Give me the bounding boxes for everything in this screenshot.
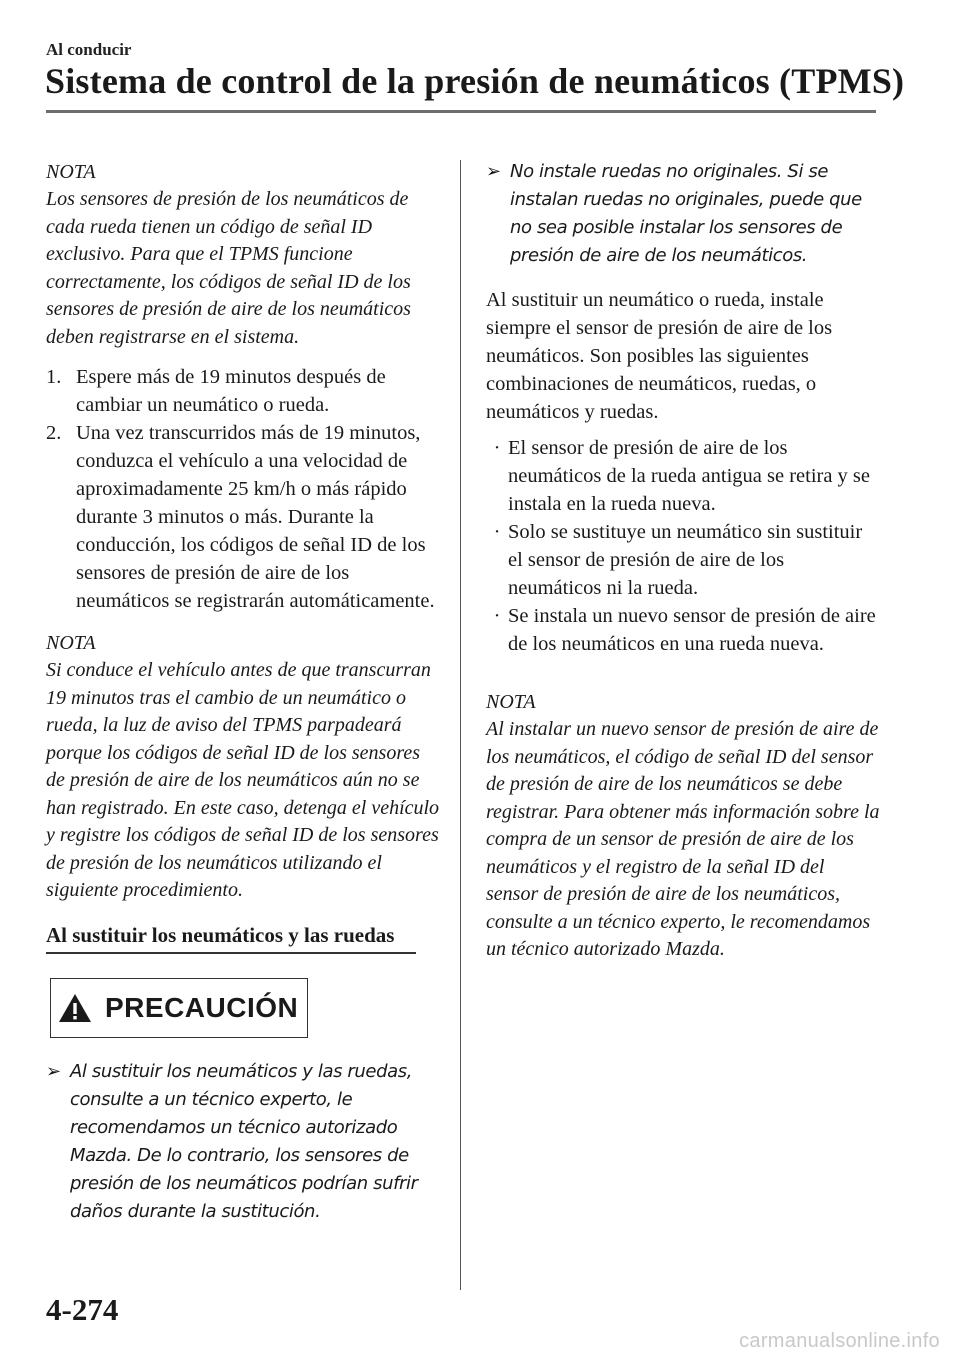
step-number: 2. xyxy=(46,422,62,444)
step-text: Una vez transcurridos más de 19 minutos, conduzca el vehículo a una velocidad de aproximadamente 25 km/h o más rápido durante 3 minutos o más. Durante la conducción, los códigos de señal ID de los sensores de presión de aire de los neumáticos se registrarán automáticamente. xyxy=(76,422,435,612)
left-column xyxy=(46,158,441,1226)
right-column xyxy=(486,158,880,964)
bullet-text: Solo se sustituye un neumático sin sustituir el sensor de presión de aire de los neumáticos ni la rueda. xyxy=(508,521,863,599)
bullet-dot: · xyxy=(493,437,501,459)
warning-triangle-icon xyxy=(57,992,93,1024)
note-text: Al instalar un nuevo sensor de presión de aire de los neumáticos, el código de señal ID del sensor de presión de aire de los neumáticos se debe registrar. Para obtener más información sobre la compra de un sensor de presión de aire de los neumáticos y el registro de la señal ID del sensor de presión de aire de los neumáticos, consulte a un técnico experto, le recomendamos un técnico autorizado Mazda. xyxy=(486,718,880,960)
column-divider xyxy=(460,160,461,1290)
arrow-right-icon: ➢ xyxy=(46,1060,62,1082)
paragraph: Al sustituir un neumático o rueda, instale siempre el sensor de presión de aire de los neumáticos. Son posibles las siguientes combinaciones de neumáticos, ruedas, o neumáticos y ruedas. xyxy=(486,289,833,423)
step-number: 1. xyxy=(46,366,62,388)
subheading: Al sustituir los neumáticos y las ruedas xyxy=(46,921,416,954)
note-label: NOTA xyxy=(46,161,96,183)
arrow-right-icon: ➢ xyxy=(486,161,502,182)
list-item xyxy=(46,363,441,419)
caution-text: No instale ruedas no originales. Si se instalan ruedas no originales, puede que no sea posible instalar los sensores de presión de aire de los neumáticos. xyxy=(510,161,862,266)
caution-item xyxy=(486,158,880,270)
step-text: Espere más de 19 minutos después de cambiar un neumático o rueda. xyxy=(76,366,386,416)
note-text: Si conduce el vehículo antes de que transcurran 19 minutos tras el cambio de un neumático o rueda, la luz de aviso del TPMS parpadeará porque los códigos de señal ID de los sensores de presión de aire de los neumáticos aún no se han registrado. En este caso, detenga el vehículo y registre los códigos de señal ID de los sensores de presión de los neumáticos utilizando el siguiente procedimiento. xyxy=(46,659,440,901)
list-item xyxy=(46,419,441,615)
caution-item xyxy=(46,1058,441,1226)
bullet-text: Se instala un nuevo sensor de presión de aire de los neumáticos en una rueda nueva. xyxy=(508,605,876,655)
steps-list xyxy=(46,363,441,615)
note-text: Los sensores de presión de los neumáticos de cada rueda tienen un código de señal ID exclusivo. Para que el TPMS funcione correctamente, los códigos de señal ID de los sensores de presión de aire de los neumáticos deben registrarse en el sistema. xyxy=(46,188,411,348)
watermark: carmanualsonline.info xyxy=(739,1330,940,1352)
bullet-dot: · xyxy=(493,521,501,543)
caution-box xyxy=(50,978,308,1038)
page-number: 4-274 xyxy=(46,1292,119,1327)
note-label: NOTA xyxy=(46,632,96,654)
title-rule xyxy=(46,110,876,113)
bullet-dot: · xyxy=(493,605,501,627)
caution-text: Al sustituir los neumáticos y las ruedas, consulte a un técnico experto, le recomendamos un técnico autorizado Mazda. De lo contrario, los sensores de presión de los neumáticos podrían sufrir daños durante la sustitución. xyxy=(70,1060,418,1222)
list-item xyxy=(486,434,880,518)
bullet-text: El sensor de presión de aire de los neumáticos de la rueda antigua se retira y se instala en la rueda nueva. xyxy=(508,437,871,515)
note-label: NOTA xyxy=(486,691,536,713)
list-item xyxy=(486,518,880,602)
caution-label: PRECAUCIÓN xyxy=(105,991,299,1023)
page-title: Sistema de control de la presión de neumáticos (TPMS) xyxy=(45,61,905,101)
list-item xyxy=(486,602,880,658)
bullet-list xyxy=(486,434,880,658)
section-label: Al conducir xyxy=(46,40,132,59)
